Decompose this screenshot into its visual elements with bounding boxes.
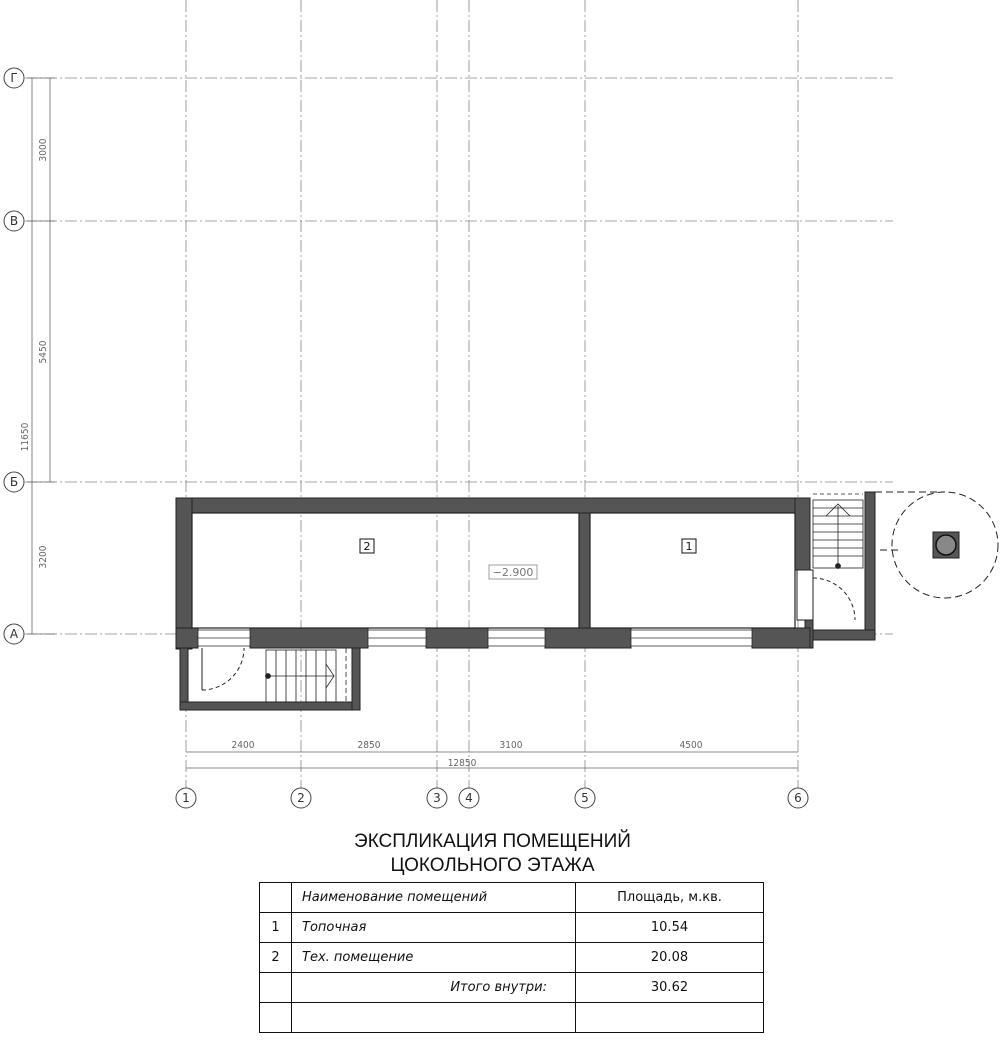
dim-4500: 4500 [679,740,703,751]
right-stairs [813,494,863,569]
explication-title [0,830,985,878]
header-num [260,883,292,913]
room-number-1: 1 [685,540,693,553]
dim-3000: 3000 [38,138,49,162]
row-name: Тех. помещение [292,943,576,973]
axis-col-3: 3 [433,791,441,805]
total-label: Итого внутри: [292,973,576,1003]
row-area: 20.08 [576,943,764,973]
horizontal-dimension-chain [186,752,798,768]
dim-3100: 3100 [499,740,523,751]
empty-cell [292,1003,576,1033]
total-num-empty [260,973,292,1003]
empty-cell [576,1003,764,1033]
dim-5450: 5450 [38,340,49,364]
dim-total-12850: 12850 [447,758,477,769]
row-area: 10.54 [576,913,764,943]
room-tag-1 [682,539,696,553]
table-empty-row [260,1003,764,1033]
dim-11650: 11650 [20,422,31,452]
empty-cell [260,1003,292,1033]
room-tag-2 [360,539,374,553]
row-num: 1 [260,913,292,943]
axis-col-2: 2 [297,791,305,805]
chimney-symbol [875,492,998,598]
vertical-grid-lines [186,0,798,790]
axis-col-5: 5 [581,791,589,805]
level-mark-text: −2.900 [492,566,534,579]
axis-col-4: 4 [465,791,473,805]
explication-title-line2: ЦОКОЛЬНОГО ЭТАЖА [390,855,595,876]
building-walls [176,492,875,710]
dim-2850: 2850 [357,740,381,751]
axis-col-1: 1 [182,791,190,805]
axis-row-b: Б [9,475,19,489]
room-number-2: 2 [363,540,371,553]
explication-table [259,882,764,1033]
header-name: Наименование помещений [292,883,576,913]
explication-title-line1: ЭКСПЛИКАЦИЯ ПОМЕЩЕНИЙ [354,831,631,852]
table-total-row [260,973,764,1003]
level-mark [489,565,537,579]
column-axis-bubbles [176,788,808,808]
dim-2400: 2400 [231,740,255,751]
axis-col-6: 6 [794,791,802,805]
row-axis-bubbles [4,68,24,644]
left-stairs [266,648,353,702]
row-num: 2 [260,943,292,973]
header-area: Площадь, м.кв. [576,883,764,913]
table-header-row [260,883,764,913]
axis-row-v: В [9,214,19,228]
dim-3200: 3200 [38,545,49,569]
total-area: 30.62 [576,973,764,1003]
axis-row-g: Г [10,71,18,85]
table-row [260,943,764,973]
axis-row-a: А [9,627,19,641]
row-name: Топочная [292,913,576,943]
horizontal-grid-lines [25,78,893,634]
table-row [260,913,764,943]
